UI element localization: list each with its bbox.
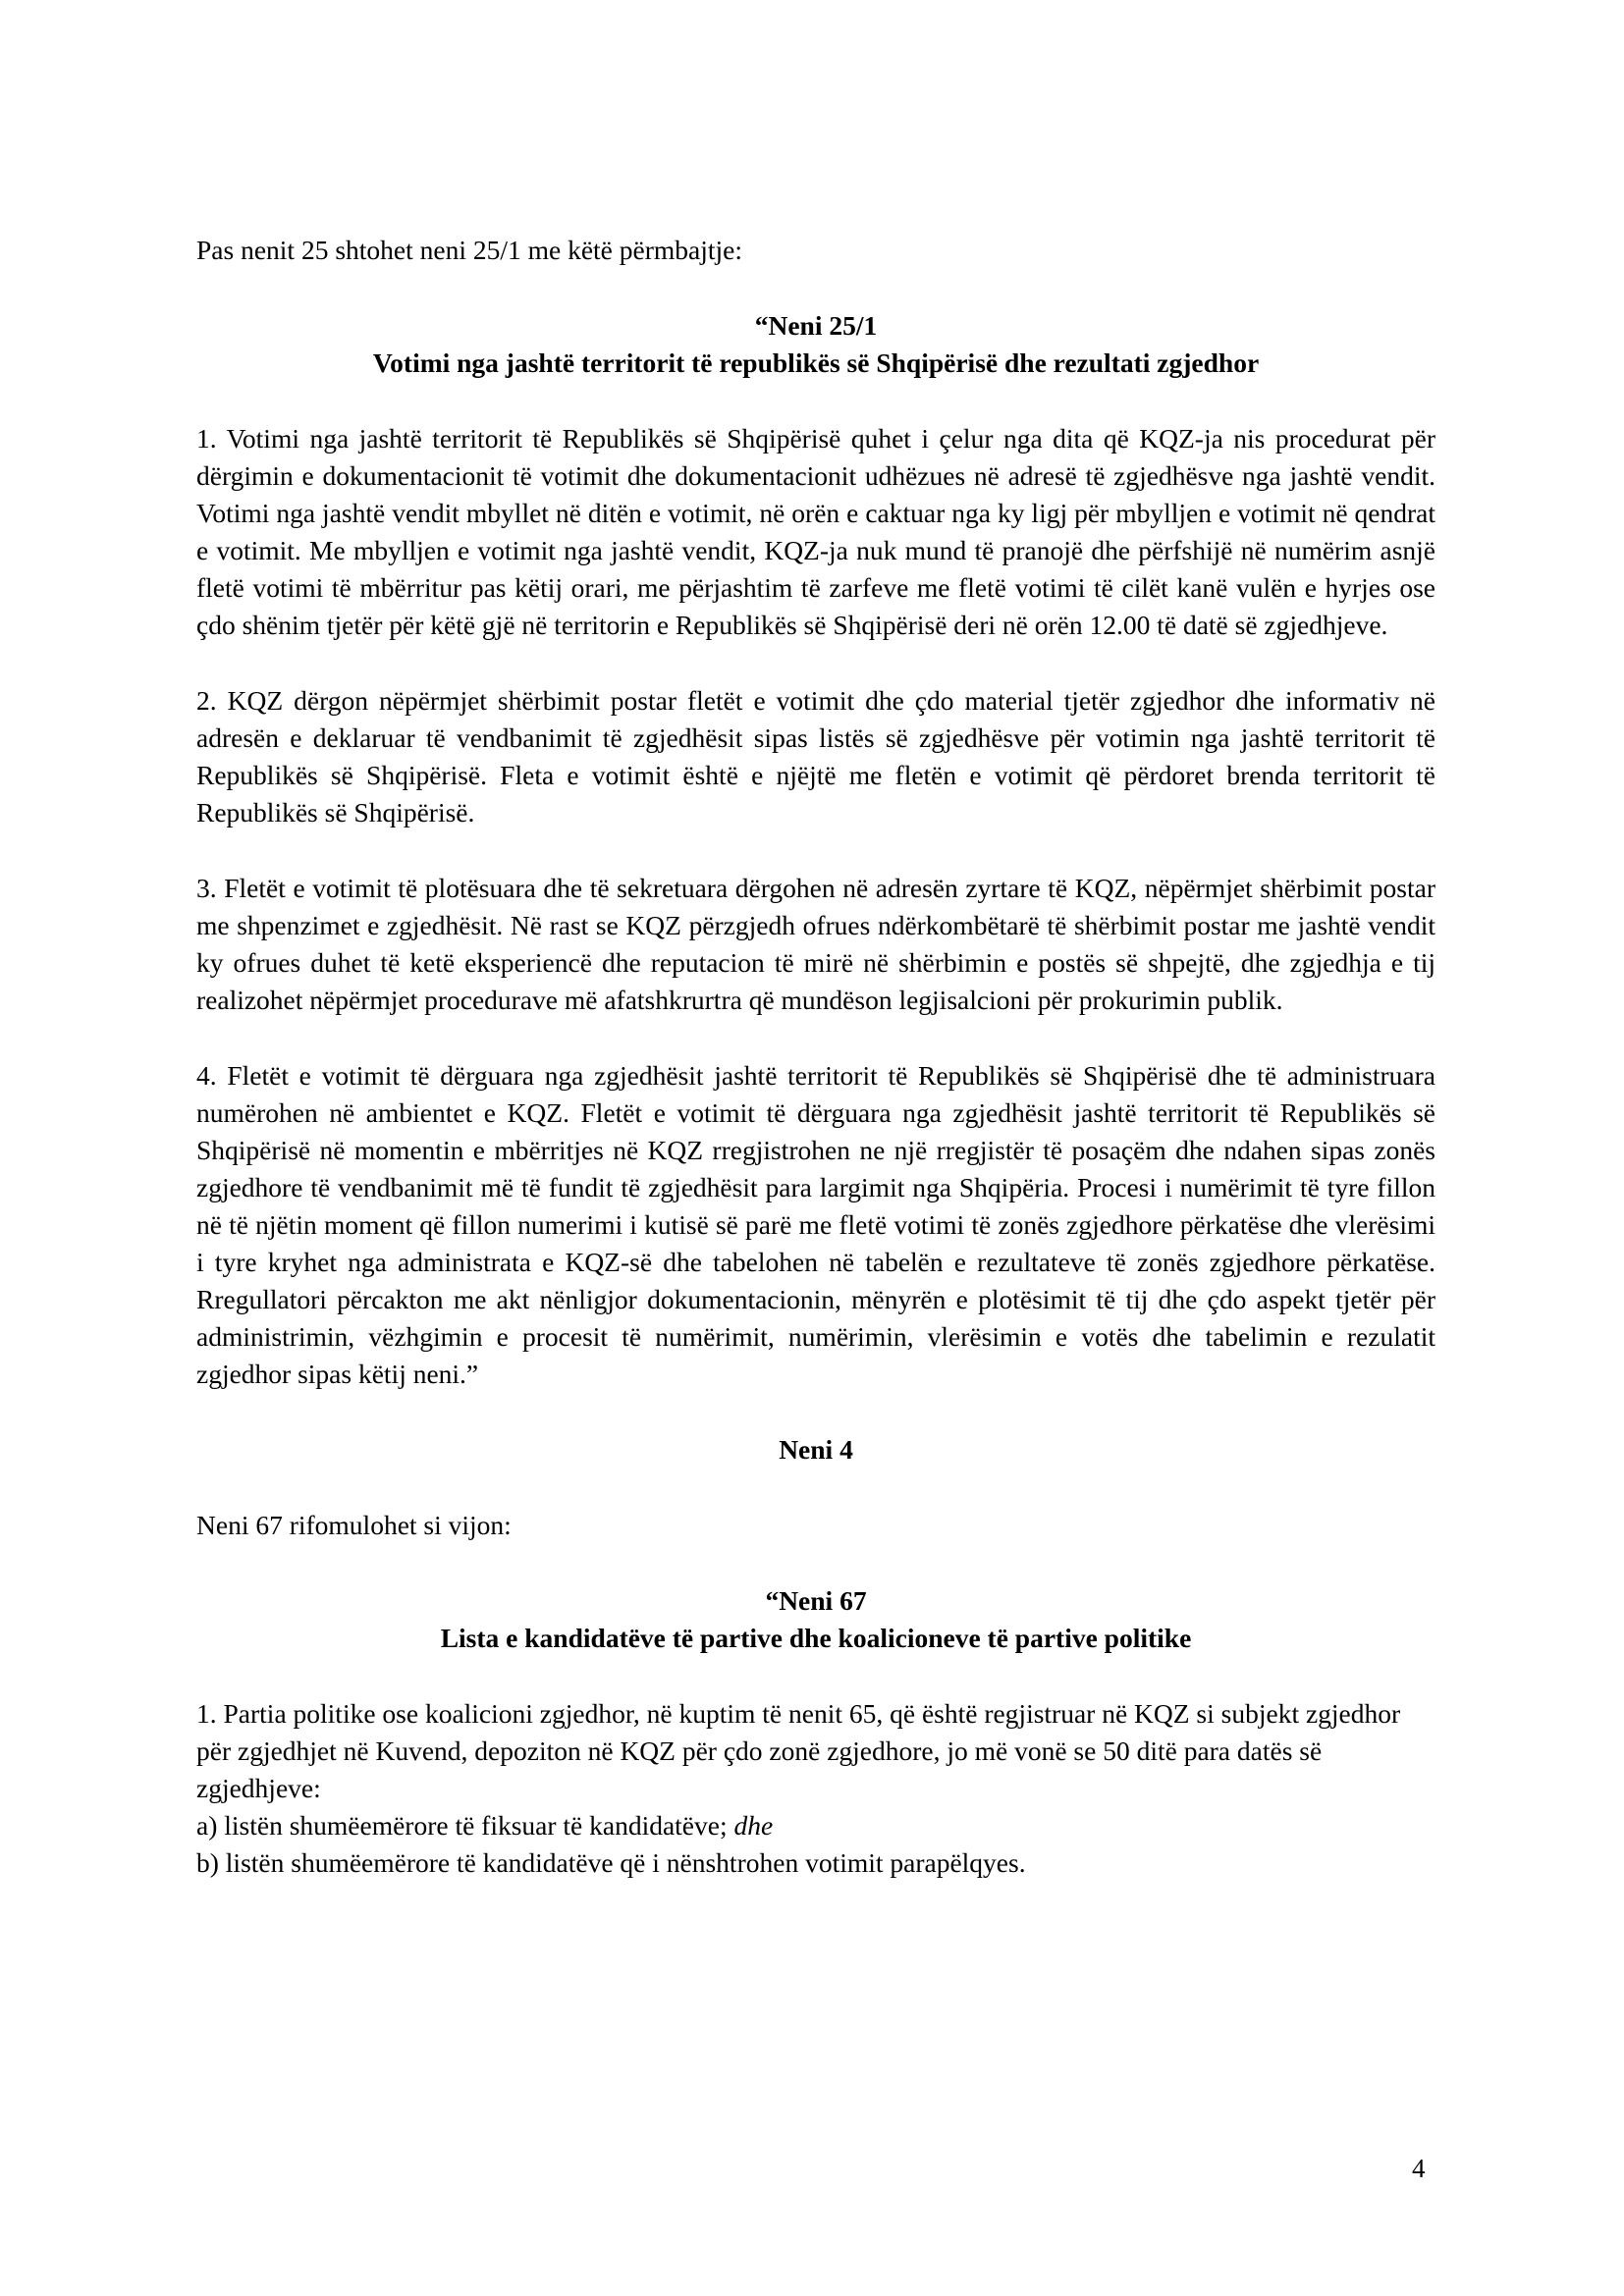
article-25-1-number: “Neni 25/1 — [754, 310, 878, 341]
amendment-intro-25: Pas nenit 25 shtohet neni 25/1 me këtë përmbajtje: — [196, 235, 742, 265]
page-content — [196, 232, 1435, 1882]
article-25-1-title: Votimi nga jashtë territorit të republikës së Shqipërisë dhe rezultati zgjedhor — [372, 347, 1260, 378]
item-a-text: a) listën shumëemërore të fiksuar të kandidatëve; — [196, 1810, 734, 1841]
article-67-title: Lista e kandidatëve të partive dhe koalicioneve të partive politike — [440, 1623, 1192, 1653]
amendment-intro-67: Neni 67 rifomulohet si vijon: — [196, 1510, 512, 1540]
article-67-item-a — [196, 1807, 1435, 1844]
article-4-heading: Neni 4 — [779, 1434, 853, 1465]
article-25-1-paragraph-1: 1. Votimi nga jashtë territorit të Republikës së Shqipërisë quhet i çelur nga dita që KQZ-ja nis procedurat për dërgimin e dokumentacionit të votimit dhe dokumentacionit udhëzues në adresë të zgjedhësve nga jashtë vendit. Votimi nga jashtë vendit mbyllet në ditën e votimit, në orën e caktuar nga ky ligj për mbylljen e votimit në qendrat e votimit. Me mbylljen e votimit nga jashtë vendit, KQZ-ja nuk mund të pranojë dhe përfshijë në numërim asnjë fletë votimi të mbërritur pas këtij orari, me përjashtim të zarfeve me fletë votimi të cilët kanë vulën e hyrjes ose çdo shënim tjetër për këtë gjë në territorin e Republikës së Shqipërisë deri në orën 12.00 të datë së zgjedhjeve. — [196, 423, 1435, 640]
page-number: 4 — [1412, 2154, 1426, 2183]
item-a-italic-suffix: dhe — [733, 1810, 774, 1841]
article-25-1-paragraph-4: 4. Fletët e votimit të dërguara nga zgjedhësit jashtë territorit të Republikës së Shqipërisë dhe të administruara numërohen në ambientet e KQZ. Fletët e votimit të dërguara nga zgjedhësit jashtë territorit të Republikës së Shqipërisë në momentin e mbërritjes në KQZ rregjistrohen ne një rregjistër të posaçëm dhe ndahen sipas zonës zgjedhore të vendbanimit më të fundit të zgjedhësit para largimit nga Shqipëria. Procesi i numërimit të tyre fillon në të njëtin moment që fillon numerimi i kutisë së parë me fletë votimi të zonës zgjedhore përkatëse dhe vlerësimi i tyre kryhet nga administrata e KQZ-së dhe tabelohen në tabelën e rezultateve të zonës zgjedhore përkatëse. Rregullatori përcakton me akt nënligjor dokumentacionin, mënyrën e plotësimit të tij dhe çdo aspekt tjetër për administrimin, vëzhgimin e procesit të numërimit, numërimin, vlerësimin e votës dhe tabelimin e rezulatit zgjedhor sipas këtij neni.” — [196, 1060, 1435, 1389]
article-25-1-paragraph-2: 2. KQZ dërgon nëpërmjet shërbimit postar fletët e votimit dhe çdo material tjetër zgjedhor dhe informativ në adresën e deklaruar të vendbanimit të zgjedhësit sipas listës së zgjedhësve për votimin nga jashtë territorit të Republikës së Shqipërisë. Fleta e votimit është e njëjtë me fletën e votimit që përdoret brenda territorit të Republikës së Shqipërisë. — [196, 685, 1435, 828]
article-67-item-b: b) listën shumëemërore të kandidatëve që i nënshtrohen votimit parapëlqyes. — [196, 1847, 1026, 1878]
article-25-1-paragraph-3: 3. Fletët e votimit të plotësuara dhe të sekretuara dërgohen në adresën zyrtare të KQZ, nëpërmjet shërbimit postar me shpenzimet e zgjedhësit. Në rast se KQZ përzgjedh ofrues ndërkombëtarë të shërbimit postar me jashtë vendit ky ofrues duhet të ketë eksperiencë dhe reputacion të mirë në shërbimin e postës së shpejtë, dhe zgjedhja e tij realizohet nëpërmjet procedurave më afatshkrurtra që mundëson legjisalcioni për prokurimin publik. — [196, 873, 1435, 1015]
article-67-number: “Neni 67 — [765, 1585, 867, 1616]
article-67-paragraph-1-block — [196, 1695, 1435, 1882]
article-67-heading — [196, 1582, 1435, 1657]
article-67-paragraph-1: 1. Partia politike ose koalicioni zgjedhor, në kuptim të nenit 65, që është regjistruar në KQZ si subjekt zgjedhor për zgjedhjet në Kuvend, depoziton në KQZ për çdo zonë zgjedhore, jo më vonë se 50 ditë para datës së zgjedhjeve: — [196, 1698, 1401, 1803]
article-25-1-heading — [196, 307, 1435, 382]
